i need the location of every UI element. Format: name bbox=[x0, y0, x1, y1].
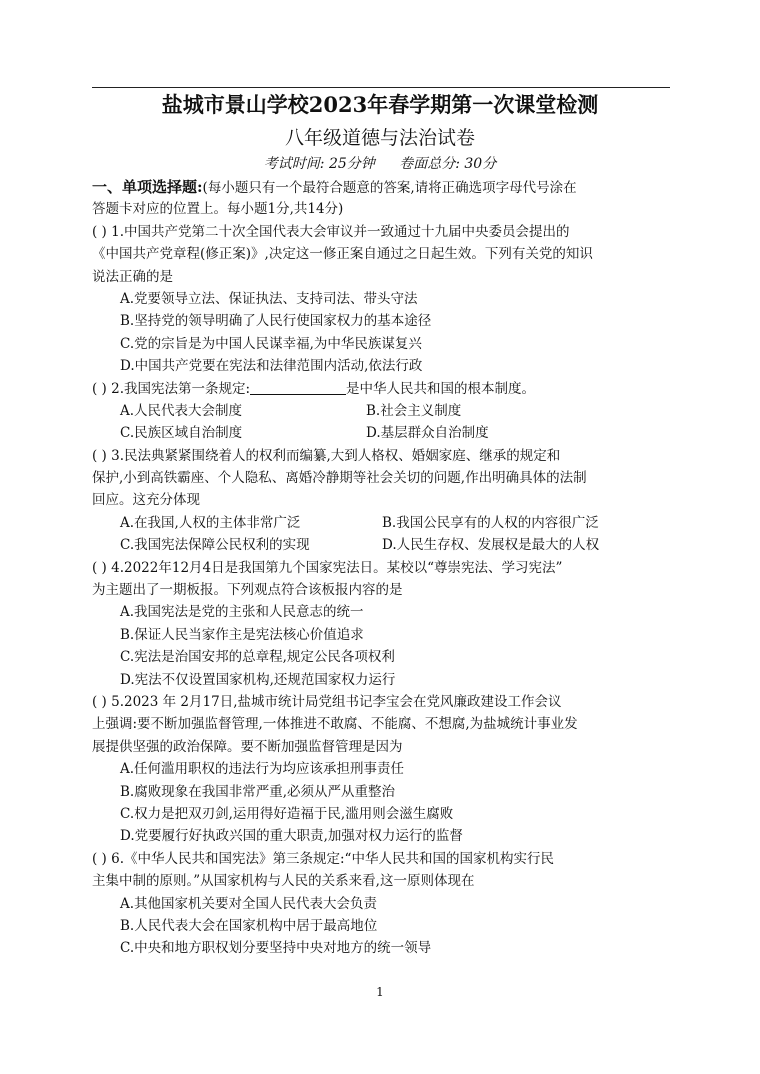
q3-option-c: C.我国宪法保障公民权利的实现 bbox=[120, 537, 310, 554]
q2-option-a: A.人民代表大会制度 bbox=[120, 402, 243, 419]
q3-options-row bbox=[92, 534, 672, 556]
q1-stem-line: 说法正确的是 bbox=[92, 268, 173, 285]
total-score: 卷面总分: 30分 bbox=[399, 156, 497, 172]
page-number: 1 bbox=[376, 985, 384, 999]
q4-option-c: C.宪法是治国安邦的总章程,规定公民各项权利 bbox=[120, 649, 395, 666]
q1-option-c: C.党的宗旨是为中国人民谋幸福,为中华民族谋复兴 bbox=[120, 335, 422, 352]
q2-stem-post: 是中华人民共和国的根本制度。 bbox=[346, 380, 536, 397]
q5-stem-line: 展提供坚强的政治保障。要不断加强监督管理是因为 bbox=[92, 738, 403, 755]
exam-meta bbox=[0, 154, 760, 174]
exam-subtitle: 八年级道德与法治试卷 bbox=[284, 127, 475, 149]
header-rule bbox=[92, 87, 670, 88]
q5-stem-line: ( ) 5.2023 年 2月17日,盐城市统计局党组书记李宝会在党风廉政建设工作会议 bbox=[92, 693, 562, 710]
q1-stem-line: ( ) 1.中国共产党第二十次全国代表大会审议并一致通过十九届中央委员会提出的 bbox=[92, 223, 570, 240]
q5-option-d: D.党要履行好执政兴国的重大职责,加强对权力运行的监督 bbox=[120, 828, 463, 845]
q2-fill-blank bbox=[250, 380, 346, 395]
q2-options-row bbox=[92, 422, 672, 444]
q2-option-b: B.社会主义制度 bbox=[366, 402, 462, 419]
q2-option-d: D.基层群众自治制度 bbox=[366, 425, 489, 442]
q2-stem-line bbox=[92, 378, 672, 400]
question-body bbox=[92, 176, 672, 960]
section-instruction-cont: 答题卡对应的位置上。每小题1分,共14分) bbox=[92, 201, 344, 218]
section-instruction: (每小题只有一个最符合题意的答案,请将正确选项字母代号涂在 bbox=[202, 180, 577, 196]
q6-stem-line: ( ) 6.《中华人民共和国宪法》第三条规定:“中华人民共和国的国家机构实行民 bbox=[92, 850, 554, 867]
q3-stem-line: 回应。这充分体现 bbox=[92, 492, 200, 509]
q3-stem-line: 保护,小到高铁霸座、个人隐私、离婚冷静期等社会关切的问题,作出明确具体的法制 bbox=[92, 470, 587, 487]
section-heading-line bbox=[92, 176, 672, 198]
q1-option-d: D.中国共产党要在宪法和法律范围内活动,依法行政 bbox=[120, 358, 423, 375]
q1-stem-line: 《中国共产党章程(修正案)》,决定这一修正案自通过之日起生效。下列有关党的知识 bbox=[92, 246, 593, 263]
q6-stem-line: 主集中制的原则。”从国家机构与人民的关系来看,这一原则体现在 bbox=[92, 873, 475, 890]
q6-option-b: B.人民代表大会在国家机构中居于最高地位 bbox=[120, 917, 378, 934]
q4-stem-line: 为主题出了一期板报。下列观点符合该板报内容的是 bbox=[92, 582, 403, 599]
q5-option-c: C.权力是把双刃剑,运用得好造福于民,滥用则会滋生腐败 bbox=[120, 805, 454, 822]
q3-option-a: A.在我国,人权的主体非常广泛 bbox=[120, 514, 301, 531]
q5-option-a: A.任何滥用职权的违法行为均应该承担刑事责任 bbox=[120, 761, 405, 778]
q5-stem-line: 上强调:要不断加强监督管理,一体推进不敢腐、不能腐、不想腐,为盐城统计事业发 bbox=[92, 716, 578, 733]
section-heading: 一、单项选择题: bbox=[92, 178, 203, 196]
q3-options-row bbox=[92, 512, 672, 534]
q4-option-b: B.保证人民当家作主是宪法核心价值追求 bbox=[120, 626, 364, 643]
q3-option-d: D.人民生存权、发展权是最大的人权 bbox=[382, 537, 600, 554]
q4-option-a: A.我国宪法是党的主张和人民意志的统一 bbox=[120, 604, 364, 621]
q1-option-a: A.党要领导立法、保证执法、支持司法、带头守法 bbox=[120, 290, 418, 307]
q5-option-b: B.腐败现象在我国非常严重,必须从严从重整治 bbox=[120, 783, 396, 800]
q4-option-d: D.宪法不仅设置国家机构,还规范国家权力运行 bbox=[120, 671, 396, 688]
q1-option-b: B.坚持党的领导明确了人民行使国家权力的基本途径 bbox=[120, 313, 432, 330]
q2-options-row bbox=[92, 400, 672, 422]
q2-stem-pre: ( ) 2.我国宪法第一条规定: bbox=[92, 380, 251, 397]
q2-option-c: C.民族区域自治制度 bbox=[120, 425, 243, 442]
q6-option-c: C.中央和地方职权划分要坚持中央对地方的统一领导 bbox=[120, 940, 432, 957]
exam-time: 考试时间: 25分钟 bbox=[263, 156, 375, 172]
q3-option-b: B.我国公民享有的人权的内容很广泛 bbox=[382, 514, 599, 531]
q3-stem-line: ( ) 3.民法典紧紧围绕着人的权利而编纂,大到人格权、婚姻家庭、继承的规定和 bbox=[92, 447, 561, 464]
q6-option-a: A.其他国家机关要对全国人民代表大会负责 bbox=[120, 895, 378, 912]
q4-stem-line: ( ) 4.2022年12月4日是我国第九个国家宪法日。某校以“尊崇宪法、学习宪法” bbox=[92, 559, 563, 576]
exam-title: 盐城市景山学校2023年春学期第一次课堂检测 bbox=[161, 92, 599, 117]
